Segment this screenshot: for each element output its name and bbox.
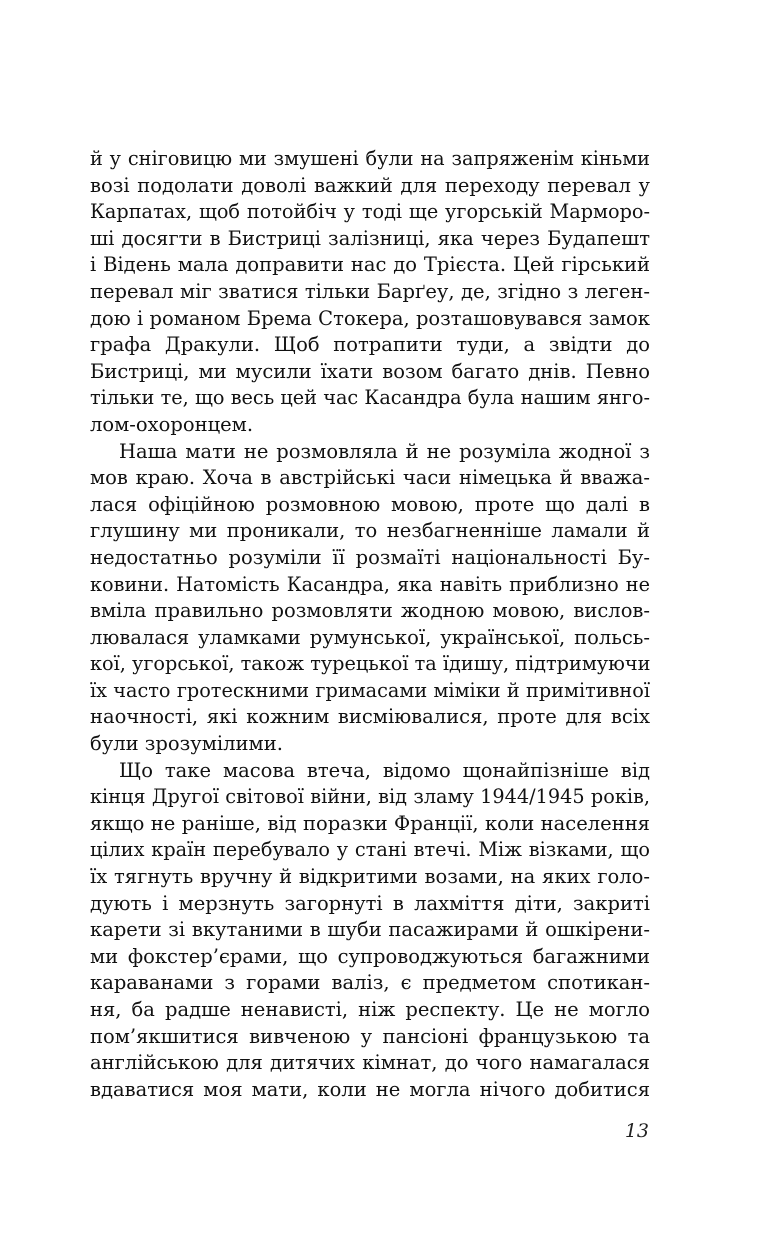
text-line: перевал міг зватися тільки Барґеу, де, згідно з леген-: [90, 279, 650, 303]
text-line: лася офіційною розмовною мовою, проте що далі в: [90, 492, 650, 516]
text-line: возі подолати доволі важкий для переходу перевал у: [90, 173, 650, 197]
text-line: Бистриці, ми мусили їхати возом багато днів. Певно: [90, 359, 650, 383]
text-line: Що таке масова втеча, відомо щонайпізніше від: [119, 758, 650, 782]
text-line: їх тягнуть вручну й відкритими возами, на яких голо-: [90, 865, 650, 889]
text-line: дують і мерзнуть загорнуті в лахміття діти, закриті: [90, 891, 650, 915]
text-line: вміла правильно розмовляти жодною мовою, вислов-: [90, 599, 650, 623]
text-line: кої, угорської, також турецької та їдишу, підтримуючи: [90, 652, 651, 676]
text-line: їх часто гротескними гримасами міміки й примітивної: [90, 678, 650, 702]
text-line: лювалася уламками румунської, української, польсь-: [90, 625, 650, 649]
text-line: мов краю. Хоча в австрійські часи німецька й вважа-: [90, 466, 650, 490]
page-number: 13: [624, 1120, 649, 1142]
text-line: кінця Другої світової війни, від зламу 1944/1945 років,: [90, 785, 650, 809]
text-line: і Відень мала доправити нас до Трієста. Цей гірський: [90, 253, 650, 277]
text-line: глушину ми проникали, то незбагненніше ламали й: [90, 519, 650, 543]
body-text: [90, 146, 650, 1103]
text-line: вдаватися моя мати, коли не могла нічого добитися: [90, 1077, 650, 1101]
text-line: англійською для дитячих кімнат, до чого намагалася: [90, 1051, 650, 1075]
text-line: лом-охоронцем.: [90, 412, 254, 436]
text-line: ми фокстер’єрами, що супроводжуються багажними: [90, 944, 650, 968]
text-line: графа Дракули. Щоб потрапити туди, а звідти до: [90, 333, 650, 357]
text-line: караванами з горами валіз, є предметом спотикан-: [90, 971, 650, 995]
text-line: й у сніговицю ми змушені були на запряженім кіньми: [90, 147, 650, 170]
text-line: ковини. Натомість Касандра, яка навіть приблизно не: [90, 572, 650, 596]
text-line: дою і романом Брема Стокера, розташовувався замок: [90, 306, 650, 330]
text-line: ня, ба радше ненависті, ніж респекту. Це не могло: [90, 998, 650, 1021]
text-line: ші досягти в Бистриці залізниці, яка через Будапешт: [90, 226, 650, 250]
text-line: якщо не раніше, від поразки Франції, коли населення: [90, 811, 650, 835]
text-line: Наша мати не розмовляла й не розуміла жодної з: [119, 439, 650, 463]
text-line: карети зі вкутаними в шуби пасажирами й ошкірени-: [90, 918, 650, 942]
text-line: були зрозумілими.: [90, 732, 283, 756]
text-line: пом’якшитися вивченою у пансіоні французькою та: [90, 1024, 650, 1048]
text-line: недостатньо розуміли її розмаїті національності Бу-: [90, 545, 650, 569]
text-line: Карпатах, щоб потойбіч у тоді ще угорській Марморо-: [90, 200, 650, 224]
text-line: наочності, які кожним висміювалися, проте для всіх: [90, 705, 650, 729]
text-line: тільки те, що весь цей час Касандра була нашим янго-: [90, 386, 650, 410]
text-line: цілих країн перебувало у стані втечі. Між візками, що: [90, 838, 650, 862]
